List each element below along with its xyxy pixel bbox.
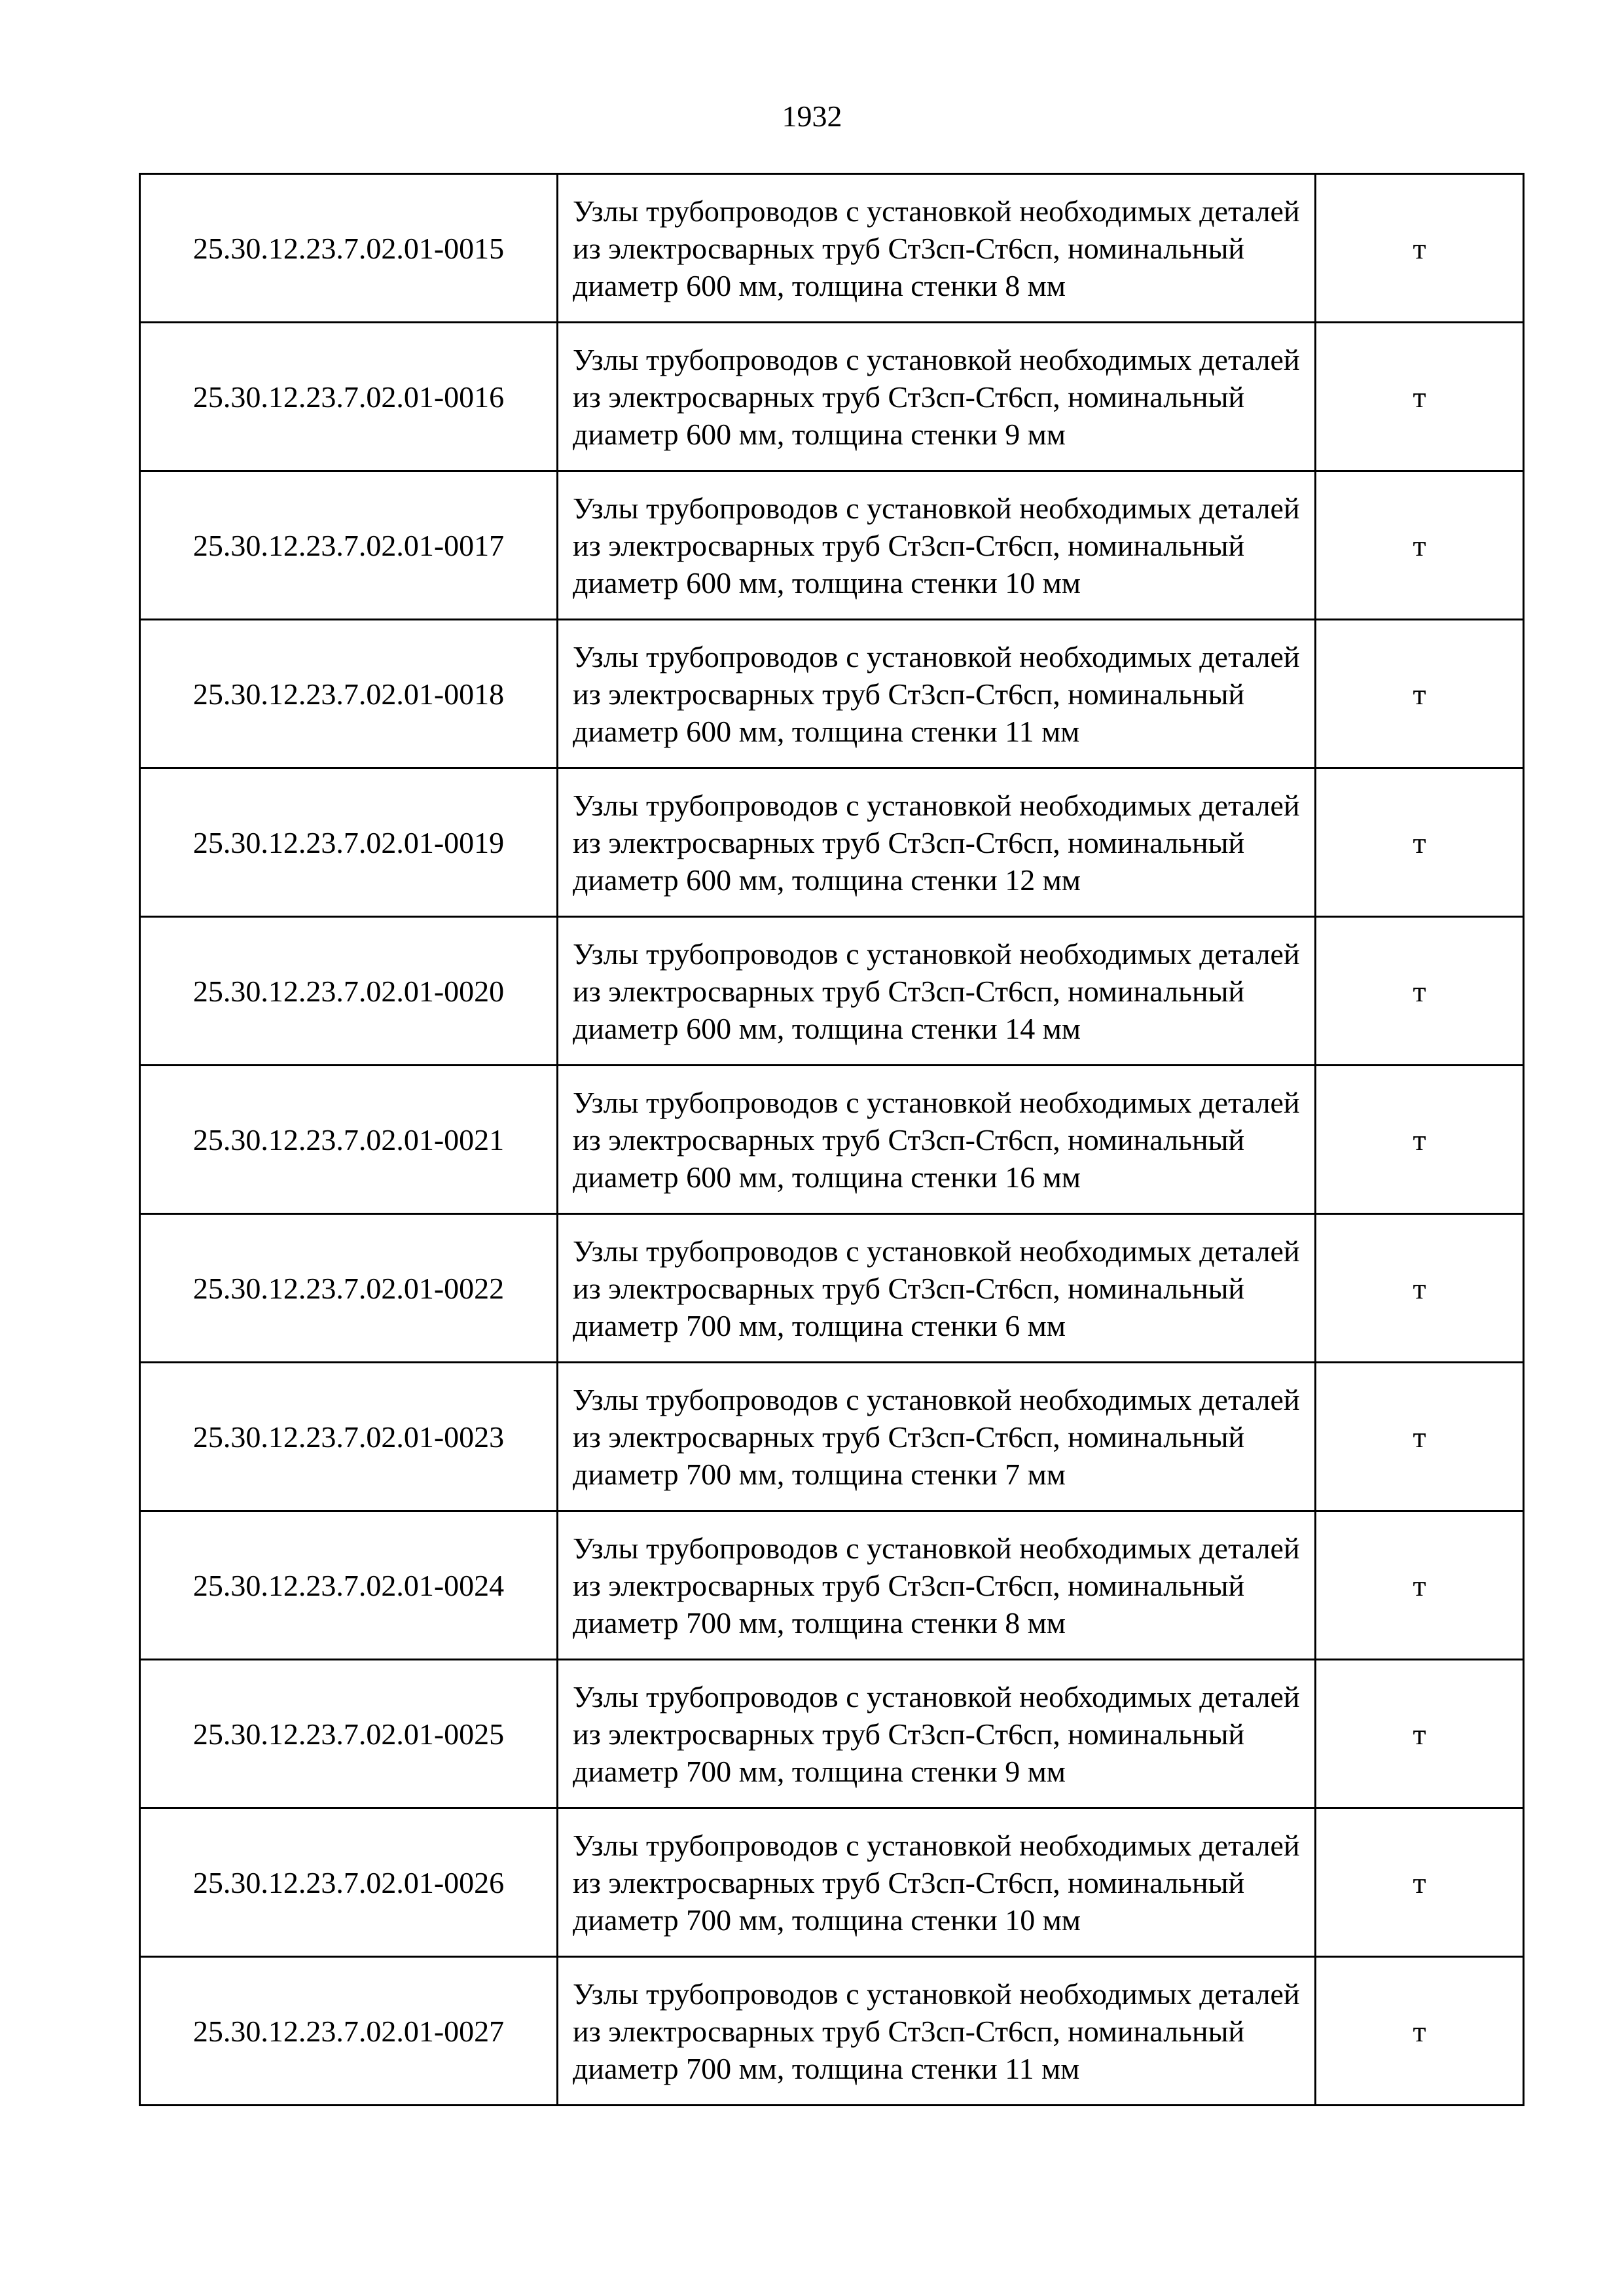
resource-name-cell: Узлы трубопроводов с установкой необходимых деталей из электросварных труб Ст3сп-Ст6сп, номинальный диаметр 600 мм, толщина стенки 9 мм — [558, 323, 1316, 471]
unit-cell: т — [1316, 471, 1524, 620]
resource-code-cell: 25.30.12.23.7.02.01-0016 — [140, 323, 558, 471]
table-row — [140, 620, 1524, 768]
page-number: 1932 — [782, 99, 842, 133]
unit-cell: т — [1316, 768, 1524, 917]
table-row — [140, 1957, 1524, 2106]
unit-cell: т — [1316, 174, 1524, 323]
unit-cell: т — [1316, 620, 1524, 768]
table-body — [140, 174, 1524, 2106]
resource-name-cell: Узлы трубопроводов с установкой необходимых деталей из электросварных труб Ст3сп-Ст6сп, номинальный диаметр 600 мм, толщина стенки 14 мм — [558, 917, 1316, 1066]
resource-name-cell: Узлы трубопроводов с установкой необходимых деталей из электросварных труб Ст3сп-Ст6сп, номинальный диаметр 700 мм, толщина стенки 10 мм — [558, 1808, 1316, 1957]
resource-name-cell: Узлы трубопроводов с установкой необходимых деталей из электросварных труб Ст3сп-Ст6сп, номинальный диаметр 600 мм, толщина стенки 8 мм — [558, 174, 1316, 323]
unit-cell: т — [1316, 1363, 1524, 1511]
unit-cell: т — [1316, 1957, 1524, 2106]
resource-code-cell: 25.30.12.23.7.02.01-0018 — [140, 620, 558, 768]
resource-code-cell: 25.30.12.23.7.02.01-0020 — [140, 917, 558, 1066]
table-row — [140, 1511, 1524, 1660]
resource-name-cell: Узлы трубопроводов с установкой необходимых деталей из электросварных труб Ст3сп-Ст6сп, номинальный диаметр 700 мм, толщина стенки 6 мм — [558, 1214, 1316, 1363]
resource-code-cell: 25.30.12.23.7.02.01-0015 — [140, 174, 558, 323]
resource-name-cell: Узлы трубопроводов с установкой необходимых деталей из электросварных труб Ст3сп-Ст6сп, номинальный диаметр 700 мм, толщина стенки 11 мм — [558, 1957, 1316, 2106]
resource-code-cell: 25.30.12.23.7.02.01-0022 — [140, 1214, 558, 1363]
resource-name-cell: Узлы трубопроводов с установкой необходимых деталей из электросварных труб Ст3сп-Ст6сп, номинальный диаметр 700 мм, толщина стенки 9 мм — [558, 1660, 1316, 1808]
resource-code-cell: 25.30.12.23.7.02.01-0026 — [140, 1808, 558, 1957]
resource-name-cell: Узлы трубопроводов с установкой необходимых деталей из электросварных труб Ст3сп-Ст6сп, номинальный диаметр 700 мм, толщина стенки 8 мм — [558, 1511, 1316, 1660]
resource-code-cell: 25.30.12.23.7.02.01-0024 — [140, 1511, 558, 1660]
table-row — [140, 174, 1524, 323]
unit-cell: т — [1316, 323, 1524, 471]
unit-cell: т — [1316, 1214, 1524, 1363]
table-row — [140, 1214, 1524, 1363]
unit-cell: т — [1316, 1066, 1524, 1214]
resource-code-cell: 25.30.12.23.7.02.01-0027 — [140, 1957, 558, 2106]
resource-name-cell: Узлы трубопроводов с установкой необходимых деталей из электросварных труб Ст3сп-Ст6сп, номинальный диаметр 600 мм, толщина стенки 12 мм — [558, 768, 1316, 917]
resource-code-cell: 25.30.12.23.7.02.01-0025 — [140, 1660, 558, 1808]
resource-code-cell: 25.30.12.23.7.02.01-0019 — [140, 768, 558, 917]
table-row — [140, 917, 1524, 1066]
resource-code-cell: 25.30.12.23.7.02.01-0023 — [140, 1363, 558, 1511]
table-row — [140, 323, 1524, 471]
table-row — [140, 471, 1524, 620]
unit-cell: т — [1316, 1660, 1524, 1808]
unit-cell: т — [1316, 1808, 1524, 1957]
resource-table — [139, 173, 1525, 2106]
resource-name-cell: Узлы трубопроводов с установкой необходимых деталей из электросварных труб Ст3сп-Ст6сп, номинальный диаметр 600 мм, толщина стенки 16 мм — [558, 1066, 1316, 1214]
table-row — [140, 768, 1524, 917]
table-row — [140, 1363, 1524, 1511]
unit-cell: т — [1316, 917, 1524, 1066]
resource-name-cell: Узлы трубопроводов с установкой необходимых деталей из электросварных труб Ст3сп-Ст6сп, номинальный диаметр 600 мм, толщина стенки 10 мм — [558, 471, 1316, 620]
table-row — [140, 1808, 1524, 1957]
resource-code-cell: 25.30.12.23.7.02.01-0021 — [140, 1066, 558, 1214]
table-row — [140, 1066, 1524, 1214]
resource-code-cell: 25.30.12.23.7.02.01-0017 — [140, 471, 558, 620]
resource-name-cell: Узлы трубопроводов с установкой необходимых деталей из электросварных труб Ст3сп-Ст6сп, номинальный диаметр 700 мм, толщина стенки 7 мм — [558, 1363, 1316, 1511]
unit-cell: т — [1316, 1511, 1524, 1660]
resource-table-container — [139, 173, 1523, 2106]
table-row — [140, 1660, 1524, 1808]
resource-name-cell: Узлы трубопроводов с установкой необходимых деталей из электросварных труб Ст3сп-Ст6сп, номинальный диаметр 600 мм, толщина стенки 11 мм — [558, 620, 1316, 768]
